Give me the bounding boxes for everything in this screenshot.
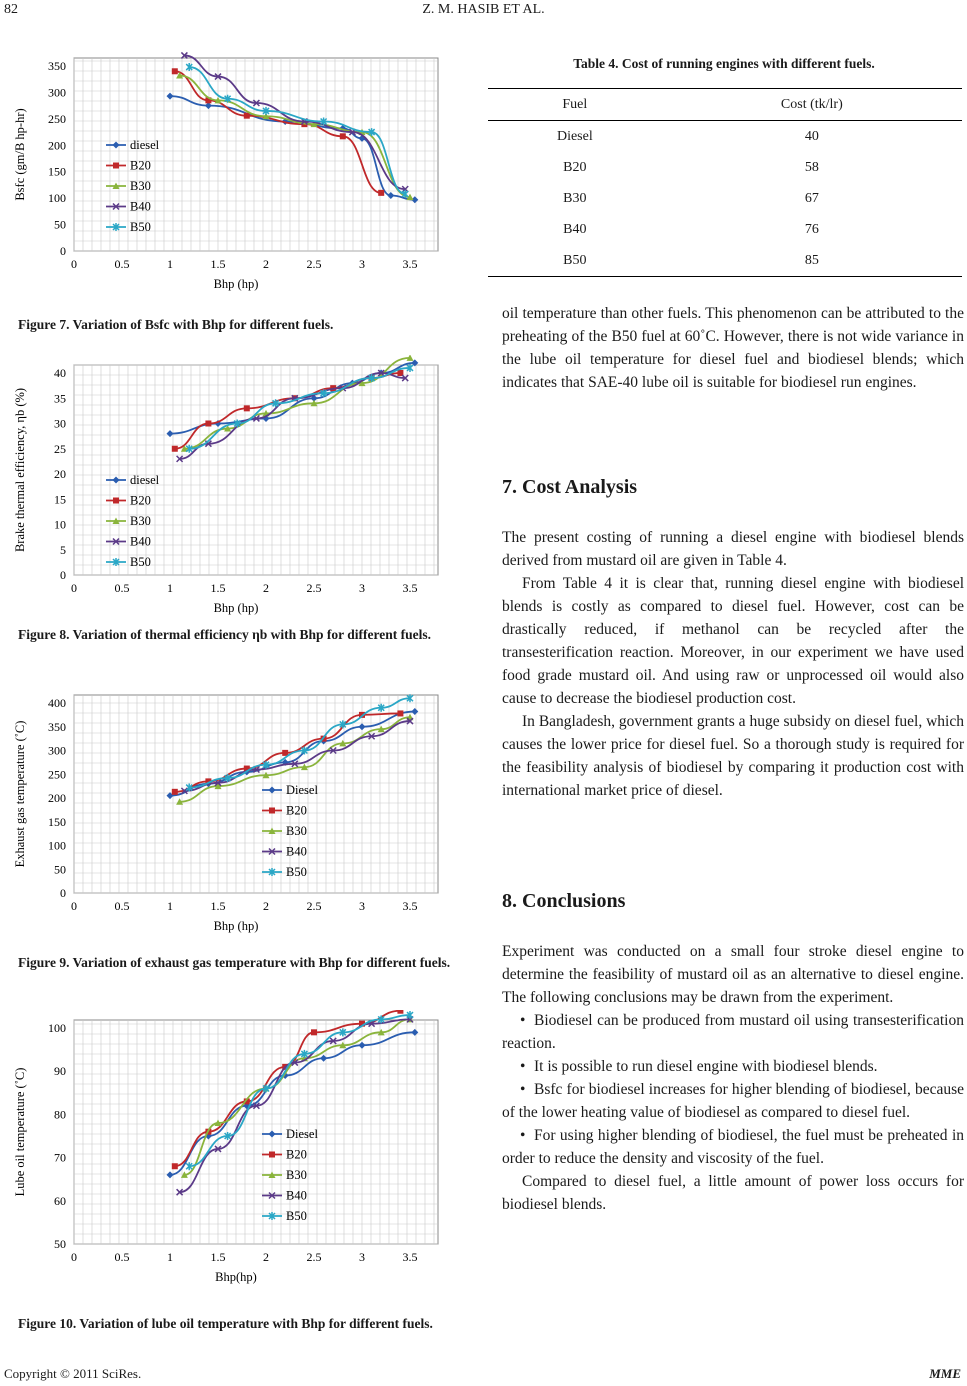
- x-tick-label: 0.5: [114, 257, 130, 271]
- x-tick-label: 3: [359, 899, 365, 913]
- x-tick-label: 1: [167, 257, 173, 271]
- y-tick-label: 300: [48, 743, 66, 758]
- x-tick-label: 1.5: [210, 1250, 226, 1264]
- footer-journal: MME: [929, 1366, 961, 1381]
- figure-10-caption: Figure 10. Variation of lube oil temperature with Bhp for different fuels.: [18, 1316, 433, 1331]
- x-tick-label: 0: [71, 257, 77, 271]
- figure-9: [8, 685, 448, 935]
- x-tick-label: 0: [71, 1250, 77, 1264]
- footer-copyright: Copyright © 2011 SciRes.: [4, 1366, 142, 1381]
- y-tick-label: 25: [54, 441, 66, 456]
- y-tick-label: 0: [60, 244, 66, 258]
- y-tick-label: 200: [48, 138, 66, 153]
- table-header-cost: Cost (tk/lr): [780, 96, 843, 112]
- legend-label: B40: [286, 844, 307, 859]
- list-item: • It is possible to run diesel engine with biodiesel blends.: [502, 1055, 964, 1078]
- cell-fuel: Diesel: [556, 128, 593, 144]
- cell-cost: 85: [804, 252, 819, 268]
- legend-label: B50: [286, 865, 307, 879]
- y-tick-label: 60: [54, 1193, 66, 1208]
- x-tick-label: 1: [167, 899, 173, 913]
- figure-7-caption: Figure 7. Variation of Bsfc with Bhp for different fuels.: [18, 317, 334, 332]
- data-point: [172, 1163, 178, 1169]
- x-tick-label: 2: [263, 1250, 269, 1264]
- cost-table: [488, 88, 962, 277]
- y-tick-label: 50: [54, 1237, 66, 1251]
- y-tick-label: 20: [54, 467, 66, 481]
- y-tick-label: 350: [48, 59, 66, 73]
- section-heading-conclusions: 8. Conclusions: [502, 890, 626, 912]
- legend-label: B20: [286, 1147, 307, 1162]
- y-tick-label: 250: [48, 767, 66, 782]
- legend-label: B30: [286, 1168, 307, 1182]
- y-tick-label: 150: [48, 164, 66, 179]
- data-point: [269, 1152, 275, 1158]
- lube-oil-temperature-chart: [8, 1010, 448, 1286]
- y-axis-label: Lube oil temperature (˚C): [13, 1067, 27, 1197]
- legend-label: B30: [130, 514, 151, 528]
- table-row: [488, 245, 962, 277]
- legend-label: diesel: [130, 138, 160, 152]
- x-tick-label: 3: [359, 1250, 365, 1264]
- y-tick-label: 0: [60, 568, 66, 582]
- plot-area: [74, 365, 438, 575]
- x-tick-label: 3: [359, 581, 365, 595]
- x-axis-label: Bhp (hp): [213, 919, 259, 933]
- x-tick-label: 2.5: [306, 257, 322, 271]
- x-tick-label: 0.5: [114, 899, 130, 913]
- data-point: [269, 808, 275, 814]
- paragraph-text: oil temperature than other fuels. This phenomenon can be attributed to the preheating of the B50 fuel at 60˚C. However, there is not wide variance in the lube oil temperature for diesel fuel and biodiesel blends; which indicates that SAE-40 lube oil is suitable for biodiesel run engines.: [502, 305, 964, 391]
- y-tick-label: 50: [54, 862, 66, 877]
- legend-label: B30: [130, 179, 151, 193]
- data-point: [397, 1010, 403, 1014]
- paragraph-text: Experiment was conducted on a small four stroke diesel engine to determine the feasibility of mustard oil as an alternative to diesel engine. The following conclusions may be drawn from the experiment.: [502, 943, 964, 1006]
- cell-fuel: B20: [563, 159, 587, 175]
- x-tick-label: 1: [167, 581, 173, 595]
- exhaust-temperature-chart: [8, 685, 448, 935]
- legend-label: B40: [130, 199, 151, 214]
- x-tick-label: 3.5: [402, 1250, 418, 1264]
- legend-label: B50: [286, 1209, 307, 1223]
- x-axis-label: Bhp (hp): [213, 277, 259, 291]
- y-tick-label: 50: [54, 217, 66, 232]
- x-axis-label: Bhp (hp): [213, 601, 259, 615]
- data-point: [311, 1029, 317, 1035]
- list-item: • For using higher blending of biodiesel, the fuel must be preheated in order to reduce the density and viscosity of the fuel.: [502, 1124, 964, 1170]
- legend-label: B50: [130, 220, 151, 234]
- x-axis-label: Bhp(hp): [215, 1270, 257, 1284]
- y-axis-label: Exhaust gas temperature (˚C): [13, 720, 27, 868]
- figure-8: [8, 355, 448, 617]
- data-point: [244, 113, 250, 119]
- page-number: 82: [4, 2, 18, 17]
- table-row: [488, 214, 962, 245]
- x-tick-label: 2: [263, 899, 269, 913]
- x-tick-label: 2.5: [306, 1250, 322, 1264]
- legend-label: B30: [286, 824, 307, 838]
- x-tick-label: 0.5: [114, 1250, 130, 1264]
- x-tick-label: 3: [359, 257, 365, 271]
- data-point: [340, 133, 346, 139]
- thermal-efficiency-chart: [8, 355, 448, 617]
- x-tick-label: 3.5: [402, 257, 418, 271]
- data-point: [378, 190, 384, 196]
- table-header-fuel: Fuel: [562, 96, 588, 112]
- x-tick-label: 1.5: [210, 899, 226, 913]
- legend-label: B20: [286, 803, 307, 818]
- data-point: [205, 421, 211, 427]
- x-tick-label: 0.5: [114, 581, 130, 595]
- legend-label: B40: [286, 1188, 307, 1203]
- y-tick-label: 5: [60, 542, 66, 557]
- y-tick-label: 30: [54, 416, 66, 431]
- y-tick-label: 40: [54, 366, 66, 380]
- figure-10: [8, 1010, 448, 1286]
- paragraph-oil-temperature: [502, 302, 964, 394]
- data-point: [397, 710, 403, 716]
- x-tick-label: 1: [167, 1250, 173, 1264]
- plot-area: [74, 1020, 438, 1244]
- conclusions-body: [502, 940, 964, 1216]
- y-tick-label: 15: [54, 492, 66, 507]
- legend-label: diesel: [130, 473, 160, 487]
- x-tick-label: 1.5: [210, 581, 226, 595]
- y-tick-label: 0: [60, 886, 66, 900]
- x-tick-label: 2.5: [306, 899, 322, 913]
- legend-label: B20: [130, 493, 151, 508]
- paragraph-text: In Bangladesh, government grants a huge subsidy on diesel fuel, which causes the lower price for diesel fuel. So a thorough study is required for the feasibility analysis of biodiesel by comparing it production cost with international market price of diesel.: [502, 713, 964, 799]
- data-point: [113, 163, 119, 169]
- cell-cost: 40: [804, 128, 819, 144]
- figure-7: [8, 48, 448, 306]
- y-tick-label: 80: [54, 1107, 66, 1122]
- x-tick-label: 1.5: [210, 257, 226, 271]
- cell-cost: 58: [804, 159, 819, 175]
- table-4-title: Table 4. Cost of running engines with different fuels.: [573, 56, 875, 71]
- x-tick-label: 3.5: [402, 581, 418, 595]
- y-tick-label: 35: [54, 391, 66, 406]
- y-axis-label: Brake thermal efficiency, ηb (%): [13, 387, 27, 553]
- legend-label: B20: [130, 158, 151, 173]
- x-tick-label: 0: [71, 899, 77, 913]
- cell-fuel: B50: [563, 252, 587, 268]
- x-tick-label: 2: [263, 581, 269, 595]
- y-axis-label: Bsfc (gm/B hp-hr): [13, 108, 27, 201]
- y-tick-label: 350: [48, 719, 66, 734]
- cell-cost: 76: [804, 221, 819, 237]
- table-row: [488, 121, 962, 153]
- figure-8-caption: Figure 8. Variation of thermal efficiency ηb with Bhp for different fuels.: [18, 627, 432, 642]
- list-item: • Biodiesel can be produced from mustard oil using transesterification reaction.: [502, 1009, 964, 1055]
- table-row: [488, 152, 962, 183]
- cost-analysis-body: [502, 526, 964, 802]
- conclusion-list: [502, 1009, 964, 1170]
- data-point: [172, 446, 178, 452]
- y-tick-label: 100: [48, 191, 66, 206]
- plot-area: [74, 58, 438, 251]
- paragraph-text: From Table 4 it is clear that, running diesel engine with biodiesel blends is costly as compared to diesel fuel. However, cost can be drastically reduced, if methanol can be recycled after the transesterification reaction. Moreover, in our experiment we have used food grade mustard oil. And using raw or unprocessed oil would also cause to decrease the biodiesel production cost.: [502, 575, 964, 707]
- running-header: Z. M. HASIB ET AL.: [422, 2, 545, 17]
- list-item: • Bsfc for biodiesel increases for higher blending of biodiesel, because of the lower heating value of biodiesel as compared to diesel fuel.: [502, 1078, 964, 1124]
- legend-label: Diesel: [286, 1127, 318, 1141]
- legend-label: B40: [130, 534, 151, 549]
- y-tick-label: 200: [48, 791, 66, 805]
- cell-fuel: B40: [563, 221, 587, 237]
- data-point: [172, 789, 178, 795]
- x-tick-label: 2.5: [306, 581, 322, 595]
- figure-9-caption: Figure 9. Variation of exhaust gas temperature with Bhp for different fuels.: [18, 955, 451, 970]
- paragraph-text: The present costing of running a diesel engine with biodiesel blends derived from mustard oil are given in Table 4.: [502, 529, 964, 569]
- cell-cost: 67: [804, 190, 819, 206]
- y-tick-label: 10: [54, 517, 66, 532]
- bsfc-chart: [8, 48, 448, 306]
- cell-fuel: B30: [563, 190, 587, 206]
- y-tick-label: 100: [48, 1021, 66, 1035]
- data-point: [244, 405, 250, 411]
- data-point: [113, 498, 119, 504]
- y-tick-label: 70: [54, 1150, 66, 1165]
- data-point: [172, 68, 178, 74]
- legend-label: Diesel: [286, 783, 318, 797]
- x-tick-label: 2: [263, 257, 269, 271]
- y-tick-label: 300: [48, 85, 66, 100]
- paragraph-text: Compared to diesel fuel, a little amount of power loss occurs for biodiesel blends.: [502, 1173, 964, 1213]
- y-tick-label: 90: [54, 1064, 66, 1079]
- y-tick-label: 250: [48, 111, 66, 126]
- section-heading-cost-analysis: 7. Cost Analysis: [502, 476, 638, 498]
- y-tick-label: 100: [48, 838, 66, 853]
- x-tick-label: 3.5: [402, 899, 418, 913]
- y-tick-label: 400: [48, 696, 66, 710]
- y-tick-label: 150: [48, 814, 66, 829]
- x-tick-label: 0: [71, 581, 77, 595]
- data-point: [282, 750, 288, 756]
- legend-label: B50: [130, 555, 151, 569]
- table-row: [488, 183, 962, 214]
